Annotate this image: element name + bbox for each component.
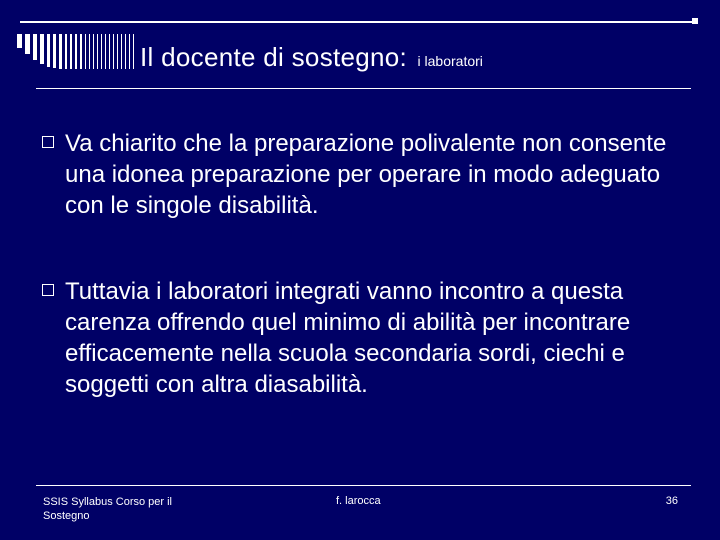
decorative-striped-bars xyxy=(17,34,147,74)
bullet-text: Va chiarito che la preparazione polivalente non consente una idonea preparazione per operare in modo adeguato con le singole disabilità. xyxy=(65,130,667,219)
slide-title xyxy=(140,42,483,73)
bullet-text: Tuttavia i laboratori integrati vanno incontro a questa carenza offrendo quel minimo di abilità per incontrare efficacemente nella scuola secondaria sordi, ciechi e soggetti con altra diasabilità. xyxy=(65,278,631,398)
title-subtitle: i laboratori xyxy=(417,53,483,69)
footer-divider xyxy=(36,485,691,486)
bullet-item xyxy=(42,128,692,221)
page-number: 36 xyxy=(665,495,678,507)
title-divider xyxy=(36,88,691,89)
hollow-square-bullet-icon xyxy=(42,284,54,296)
footer-course: SSIS Syllabus Corso per il Sostegno xyxy=(43,496,172,522)
title-main: Il docente di sostegno: xyxy=(140,42,408,72)
footer-author: f. larocca xyxy=(336,495,381,507)
bullet-item xyxy=(42,276,692,400)
top-line-end-square xyxy=(692,18,698,24)
top-decorative-line xyxy=(20,21,696,23)
hollow-square-bullet-icon xyxy=(42,136,54,148)
